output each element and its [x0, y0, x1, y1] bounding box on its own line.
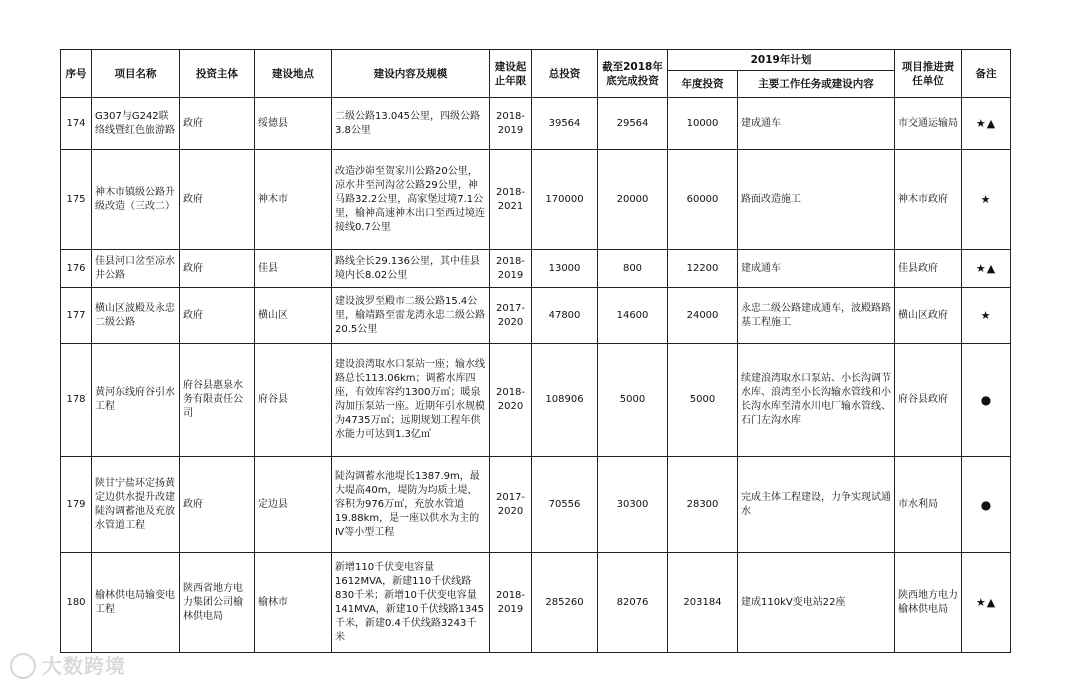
table-row: [61, 250, 1011, 288]
cell-remark: ★▲: [962, 98, 1011, 150]
cell-period: 2018-2019: [490, 250, 532, 288]
table-row: [61, 553, 1011, 653]
cell-location: 横山区: [255, 288, 332, 344]
cell-content: 建设浪湾取水口泵站一座；输水线路总长113.06km；调蓄水库四座，有效库容约1300万㎥；暖泉沟加压泵站一座。近期年引水规模为4735万㎥；远期规划工程年供水能力可达到1.3亿㎥: [332, 344, 490, 457]
cell-remark: ★▲: [962, 250, 1011, 288]
cell-period: 2017-2020: [490, 457, 532, 553]
cell-location: 绥德县: [255, 98, 332, 150]
cell-unit: 府谷县政府: [895, 344, 962, 457]
cell-tasks: 建成通车: [738, 98, 895, 150]
cell-content: 建设波罗至殿市二级公路15.4公里，榆靖路至雷龙湾永忠二级公路20.5公里: [332, 288, 490, 344]
cell-period: 2017-2020: [490, 288, 532, 344]
header-remark: 备注: [962, 50, 1011, 98]
cell-total: 285260: [532, 553, 598, 653]
cell-remark: ●: [962, 457, 1011, 553]
cell-completed: 82076: [598, 553, 668, 653]
header-seq: 序号: [61, 50, 92, 98]
header-location: 建设地点: [255, 50, 332, 98]
cell-annual: 10000: [668, 98, 738, 150]
cell-period: 2018-2019: [490, 553, 532, 653]
project-table: [60, 49, 1011, 653]
cell-location: 佳县: [255, 250, 332, 288]
cell-unit: 佳县政府: [895, 250, 962, 288]
cell-tasks: 完成主体工程建设，力争实现试通水: [738, 457, 895, 553]
cell-name: 佳县河口岔至凉水井公路: [92, 250, 180, 288]
cell-annual: 60000: [668, 150, 738, 250]
cell-name: G307与G242联络线暨红色旅游路: [92, 98, 180, 150]
cell-annual: 24000: [668, 288, 738, 344]
cell-name: 横山区波殿及永忠二级公路: [92, 288, 180, 344]
cell-investor: 政府: [180, 150, 255, 250]
cell-location: 神木市: [255, 150, 332, 250]
cell-annual: 28300: [668, 457, 738, 553]
header-plan-group: 2019年计划: [668, 50, 895, 71]
cell-completed: 30300: [598, 457, 668, 553]
watermark-text: 大数跨境: [42, 654, 126, 678]
cell-seq: 174: [61, 98, 92, 150]
cell-annual: 5000: [668, 344, 738, 457]
cell-content: 二级公路13.045公里，四级公路3.8公里: [332, 98, 490, 150]
table-row: [61, 288, 1011, 344]
cell-total: 170000: [532, 150, 598, 250]
cell-tasks: 路面改造施工: [738, 150, 895, 250]
cell-investor: 政府: [180, 457, 255, 553]
cell-completed: 14600: [598, 288, 668, 344]
header-tasks: 主要工作任务或建设内容: [738, 71, 895, 98]
cell-name: 陕甘宁盐环定扬黄定边供水提升改建陡沟调蓄池及充放水管道工程: [92, 457, 180, 553]
watermark: [10, 650, 126, 681]
cell-completed: 5000: [598, 344, 668, 457]
header-annual: 年度投资: [668, 71, 738, 98]
cell-tasks: 建成110kV变电站22座: [738, 553, 895, 653]
cell-unit: 市交通运输局: [895, 98, 962, 150]
cell-seq: 179: [61, 457, 92, 553]
cell-completed: 29564: [598, 98, 668, 150]
cell-annual: 203184: [668, 553, 738, 653]
header-total: 总投资: [532, 50, 598, 98]
cell-location: 府谷县: [255, 344, 332, 457]
table-row: [61, 344, 1011, 457]
header-name: 项目名称: [92, 50, 180, 98]
cell-remark: ★: [962, 150, 1011, 250]
cell-remark: ★: [962, 288, 1011, 344]
cell-tasks: 建成通车: [738, 250, 895, 288]
cell-seq: 175: [61, 150, 92, 250]
cell-completed: 20000: [598, 150, 668, 250]
cell-investor: 府谷县惠泉水务有限责任公司: [180, 344, 255, 457]
cell-name: 神木市镇级公路升级改造（三改二）: [92, 150, 180, 250]
table-row: [61, 457, 1011, 553]
watermark-logo-icon: [10, 653, 36, 679]
cell-completed: 800: [598, 250, 668, 288]
cell-period: 2018-2019: [490, 98, 532, 150]
header-investor: 投资主体: [180, 50, 255, 98]
cell-content: 路线全长29.136公里，其中佳县境内长8.02公里: [332, 250, 490, 288]
table-body: [61, 98, 1011, 653]
cell-seq: 178: [61, 344, 92, 457]
table-row: [61, 150, 1011, 250]
cell-period: 2018-2020: [490, 344, 532, 457]
cell-total: 70556: [532, 457, 598, 553]
cell-location: 榆林市: [255, 553, 332, 653]
cell-name: 黄河东线府谷引水工程: [92, 344, 180, 457]
cell-tasks: 续建浪湾取水口泵站、小长沟调节水库、浪湾至小长沟输水管线和小长沟水库至清水川电厂输水管线、石门左沟水库: [738, 344, 895, 457]
cell-investor: 陕西省地方电力集团公司榆林供电局: [180, 553, 255, 653]
cell-location: 定边县: [255, 457, 332, 553]
cell-seq: 176: [61, 250, 92, 288]
header-unit: 项目推进责任单位: [895, 50, 962, 98]
cell-seq: 177: [61, 288, 92, 344]
cell-annual: 12200: [668, 250, 738, 288]
cell-seq: 180: [61, 553, 92, 653]
cell-content: 改造沙峁至贺家川公路20公里，凉水井至河沟岔公路29公里，神马路32.2公里，高家堡过境7.1公里，榆神高速神木出口至西过境连接线0.7公里: [332, 150, 490, 250]
cell-investor: 政府: [180, 250, 255, 288]
cell-total: 13000: [532, 250, 598, 288]
cell-total: 39564: [532, 98, 598, 150]
header-completed: 截至2018年底完成投资: [598, 50, 668, 98]
cell-content: 新增110千伏变电容量1612MVA，新建110千伏线路830千米；新增10千伏变电容量141MVA，新建10千伏线路1345千米，新建0.4千伏线路3243千米: [332, 553, 490, 653]
table-header: [61, 50, 1011, 98]
cell-total: 108906: [532, 344, 598, 457]
cell-investor: 政府: [180, 98, 255, 150]
cell-content: 陡沟调蓄水池堤长1387.9m，最大堤高40m，堤防为均质土堤，容积为976万㎥，充放水管道19.88km，是一座以供水为主的Ⅳ等小型工程: [332, 457, 490, 553]
cell-unit: 陕西地方电力榆林供电局: [895, 553, 962, 653]
cell-investor: 政府: [180, 288, 255, 344]
cell-unit: 市水利局: [895, 457, 962, 553]
cell-name: 榆林供电局输变电工程: [92, 553, 180, 653]
cell-unit: 横山区政府: [895, 288, 962, 344]
table-row: [61, 98, 1011, 150]
cell-unit: 神木市政府: [895, 150, 962, 250]
cell-period: 2018-2021: [490, 150, 532, 250]
cell-remark: ★▲: [962, 553, 1011, 653]
cell-tasks: 永忠二级公路建成通车，波殿路路基工程施工: [738, 288, 895, 344]
cell-total: 47800: [532, 288, 598, 344]
header-content: 建设内容及规模: [332, 50, 490, 98]
investment-table-sheet: [60, 49, 1011, 653]
cell-remark: ●: [962, 344, 1011, 457]
header-period: 建设起止年限: [490, 50, 532, 98]
